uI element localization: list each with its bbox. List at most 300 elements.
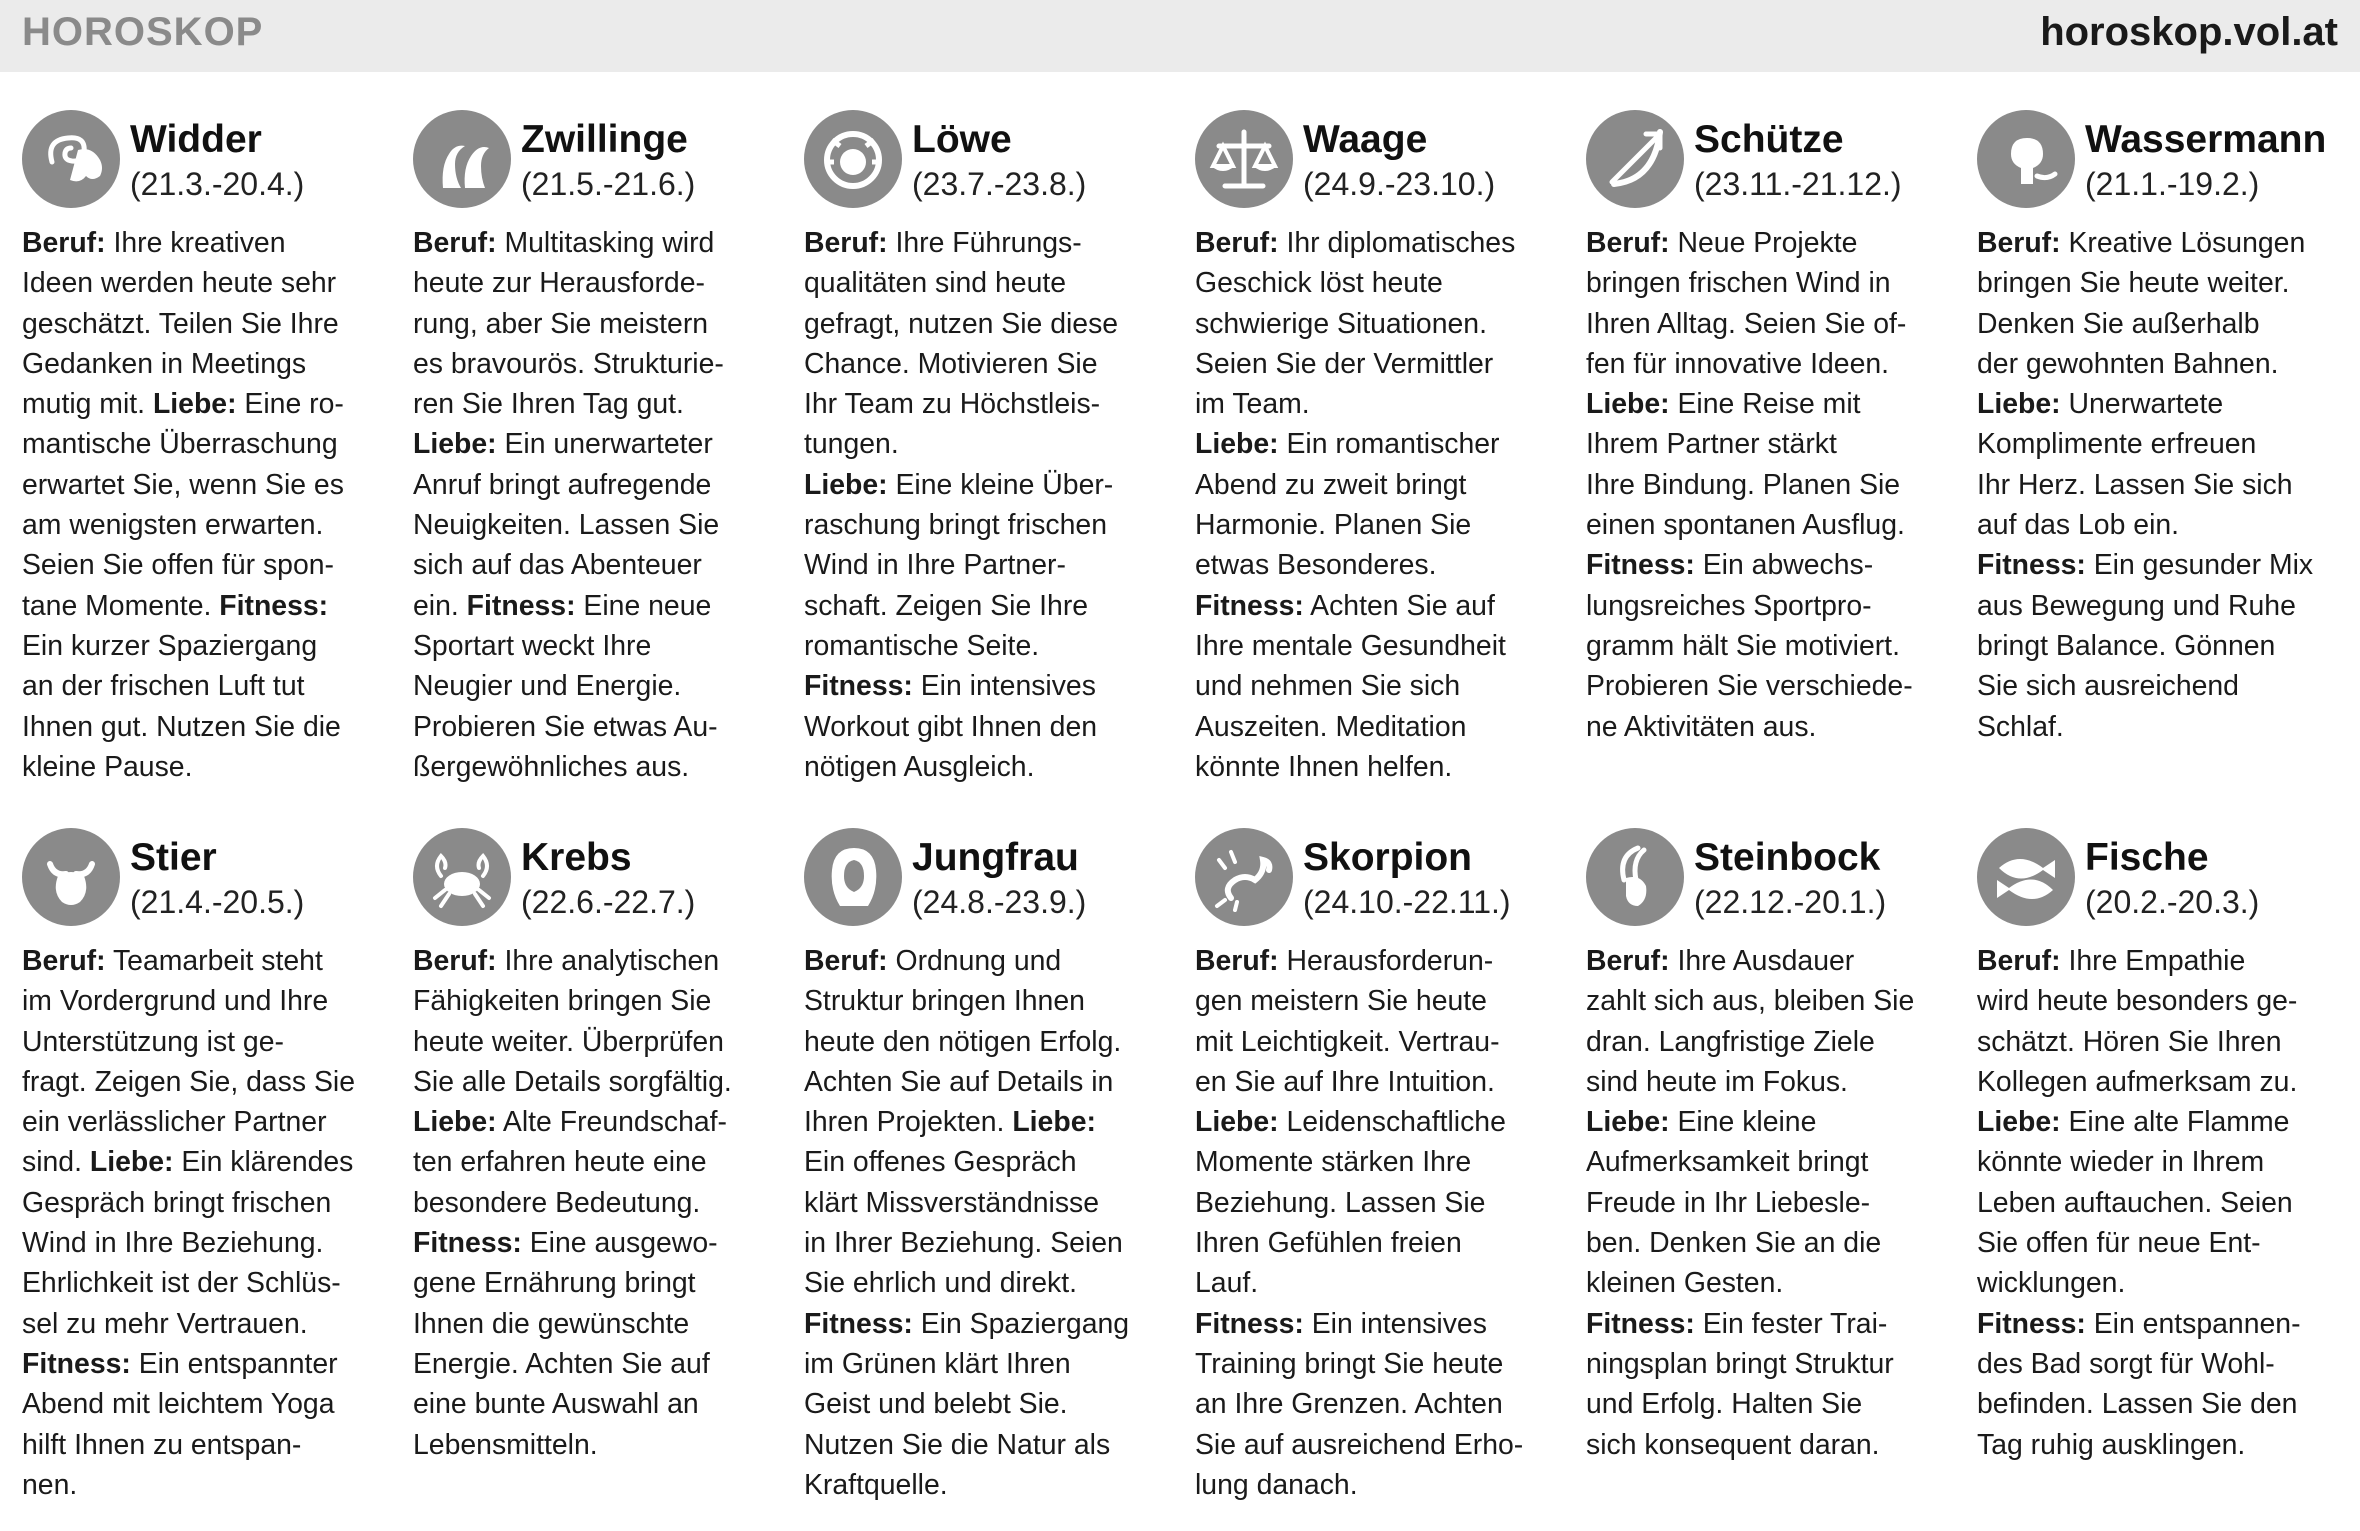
sign-dates: (24.10.-22.11.) xyxy=(1303,884,1511,920)
text-segment: Ihren Projekten. xyxy=(804,1106,1013,1139)
text-line xyxy=(1977,626,2337,666)
beruf-label: Beruf: xyxy=(1977,945,2061,977)
sign-name: Zwillinge xyxy=(521,118,688,161)
text-line xyxy=(1977,941,2337,981)
lion-icon xyxy=(804,110,902,208)
text-segment: bringen frischen Wind in xyxy=(1586,267,1891,300)
text-line xyxy=(22,747,382,787)
text-segment: erwartet Sie, wenn Sie es xyxy=(22,468,344,501)
sign-name: Widder xyxy=(130,118,262,161)
text-segment: Wind in Ihre Beziehung. xyxy=(22,1227,324,1260)
text-line xyxy=(1977,1425,2337,1465)
text-segment: Wind in Ihre Partner- xyxy=(804,549,1066,582)
text-line xyxy=(22,626,382,666)
text-segment: Struktur bringen Ihnen xyxy=(804,985,1085,1018)
fitness-label: Fitness: xyxy=(1586,1307,1695,1340)
text-line xyxy=(1586,545,1946,585)
text-line xyxy=(413,1263,773,1303)
beruf-label: Beruf: xyxy=(1195,227,1279,259)
text-line xyxy=(413,223,773,263)
beruf-label: Beruf: xyxy=(22,227,106,259)
text-segment: ben. Denken Sie an die xyxy=(1586,1227,1882,1260)
sign-text xyxy=(413,941,773,1465)
fish-icon xyxy=(1977,828,2075,926)
text-line xyxy=(1195,707,1555,747)
text-line xyxy=(804,666,1164,706)
text-segment: im Team. xyxy=(1195,388,1310,421)
text-line xyxy=(1977,263,2337,303)
text-line xyxy=(413,304,773,344)
text-segment: Eine kleine xyxy=(1669,1106,1817,1139)
sign-dates: (24.8.-23.9.) xyxy=(912,884,1087,920)
scorpion-icon xyxy=(1195,828,1293,926)
text-line xyxy=(1586,1384,1946,1424)
text-line xyxy=(413,384,773,424)
text-line xyxy=(22,465,382,505)
sign-text xyxy=(413,223,773,787)
text-line xyxy=(22,707,382,747)
text-line xyxy=(1977,465,2337,505)
text-segment: Ein klärendes xyxy=(173,1146,354,1179)
text-segment: Chance. Motivieren Sie xyxy=(804,347,1098,380)
text-segment: Kraftquelle. xyxy=(804,1468,948,1501)
text-line xyxy=(22,505,382,545)
text-line xyxy=(804,747,1164,787)
fitness-label: Fitness: xyxy=(804,670,913,703)
text-segment: dran. Langfristige Ziele xyxy=(1586,1025,1875,1058)
beruf-label: Beruf: xyxy=(804,945,888,977)
text-segment: kleinen Gesten. xyxy=(1586,1267,1784,1300)
text-segment: Eine alte Flamme xyxy=(2060,1106,2290,1139)
text-line xyxy=(1586,1062,1946,1102)
text-line xyxy=(1195,1344,1555,1384)
text-line xyxy=(804,707,1164,747)
text-segment: schwierige Situationen. xyxy=(1195,307,1487,340)
text-line xyxy=(1195,545,1555,585)
text-segment: Seien Sie offen für spon- xyxy=(22,549,334,582)
sign-text xyxy=(804,941,1164,1505)
text-line xyxy=(1586,586,1946,626)
text-line xyxy=(22,1022,382,1062)
text-line xyxy=(1586,304,1946,344)
beruf-label: Beruf: xyxy=(413,945,497,977)
text-line xyxy=(1195,223,1555,263)
text-segment: des Bad sorgt für Wohl- xyxy=(1977,1347,2275,1380)
text-segment: Ein entspannter xyxy=(130,1347,338,1380)
fitness-label: Fitness: xyxy=(1977,549,2086,582)
text-segment: Abend zu zweit bringt xyxy=(1195,468,1467,501)
text-line xyxy=(804,1263,1164,1303)
text-segment: es bravourös. Strukturie- xyxy=(413,347,724,380)
text-segment: tungen. xyxy=(804,428,899,461)
liebe-label: Liebe: xyxy=(1586,388,1670,421)
text-line xyxy=(22,223,382,263)
text-line xyxy=(413,1102,773,1142)
text-segment: Neue Projekte xyxy=(1669,227,1858,259)
text-line xyxy=(22,981,382,1021)
text-segment: Sportart weckt Ihre xyxy=(413,629,652,662)
text-segment: Fähigkeiten bringen Sie xyxy=(413,985,712,1018)
text-segment: Denken Sie außerhalb xyxy=(1977,307,2260,340)
text-line xyxy=(804,465,1164,505)
text-segment: gen meistern Sie heute xyxy=(1195,985,1487,1018)
text-line xyxy=(1195,981,1555,1021)
text-line xyxy=(804,626,1164,666)
text-line xyxy=(22,586,382,626)
text-segment: rung, aber Sie meistern xyxy=(413,307,709,340)
text-segment: heute zur Herausforde- xyxy=(413,267,705,300)
text-segment: Geschick löst heute xyxy=(1195,267,1443,300)
text-segment: besondere Bedeutung. xyxy=(413,1186,701,1219)
text-line xyxy=(1977,304,2337,344)
text-line xyxy=(1977,505,2337,545)
text-segment: Neuigkeiten. Lassen Sie xyxy=(413,509,720,542)
bull-icon xyxy=(22,828,120,926)
sign-dates: (20.2.-20.3.) xyxy=(2085,884,2260,920)
text-line xyxy=(1195,1142,1555,1182)
text-segment: heute den nötigen Erfolg. xyxy=(804,1025,1122,1058)
text-line xyxy=(413,981,773,1021)
text-segment: zahlt sich aus, bleiben Sie xyxy=(1586,985,1915,1018)
sign-dates: (24.9.-23.10.) xyxy=(1303,166,1496,202)
text-segment: könnte Ihnen helfen. xyxy=(1195,750,1453,783)
text-segment: Ein offenes Gespräch xyxy=(804,1146,1077,1179)
text-line xyxy=(22,545,382,585)
text-segment: Momente stärken Ihre xyxy=(1195,1146,1472,1179)
text-line xyxy=(804,1142,1164,1182)
text-segment: Multitasking wird xyxy=(496,227,715,259)
text-line xyxy=(804,223,1164,263)
text-segment: Kreative Lösungen xyxy=(2060,227,2306,259)
text-line xyxy=(804,981,1164,1021)
text-segment: Ideen werden heute sehr xyxy=(22,267,337,300)
text-segment: en Sie auf Ihre Intuition. xyxy=(1195,1065,1495,1098)
crab-icon xyxy=(413,828,511,926)
text-segment: Probieren Sie etwas Au- xyxy=(413,710,718,743)
beruf-label: Beruf: xyxy=(22,945,106,977)
text-line xyxy=(413,1425,773,1465)
beruf-label: Beruf: xyxy=(1586,227,1670,259)
text-segment: Komplimente erfreuen xyxy=(1977,428,2257,461)
text-line xyxy=(22,666,382,706)
text-line xyxy=(1586,1183,1946,1223)
sign-name: Waage xyxy=(1303,118,1428,161)
text-line xyxy=(22,304,382,344)
text-segment: lungsreiches Sportpro- xyxy=(1586,589,1872,622)
text-segment: Training bringt Sie heute xyxy=(1195,1347,1504,1380)
text-line xyxy=(1977,1384,2337,1424)
text-line xyxy=(413,263,773,303)
text-line xyxy=(1586,666,1946,706)
liebe-label: Liebe: xyxy=(89,1146,174,1179)
text-segment: einen spontanen Ausflug. xyxy=(1586,509,1905,542)
beruf-label: Beruf: xyxy=(1977,227,2061,259)
text-segment: Ihre Führungs- xyxy=(887,227,1082,259)
text-segment: Workout gibt Ihnen den xyxy=(804,710,1098,743)
text-line xyxy=(413,1062,773,1102)
text-line xyxy=(804,1223,1164,1263)
text-segment: ne Aktivitäten aus. xyxy=(1586,710,1817,743)
text-segment: sel zu mehr Vertrauen. xyxy=(22,1307,308,1340)
text-segment: gramm hält Sie motiviert. xyxy=(1586,629,1900,662)
text-line xyxy=(804,1183,1164,1223)
text-line xyxy=(1586,344,1946,384)
text-line xyxy=(22,1465,382,1505)
text-segment: Gespräch bringt frischen xyxy=(22,1186,332,1219)
text-line xyxy=(1586,1304,1946,1344)
text-segment: Ein Spaziergang xyxy=(912,1307,1130,1340)
text-line xyxy=(413,1304,773,1344)
text-line xyxy=(1195,1102,1555,1142)
text-line xyxy=(1195,1384,1555,1424)
text-segment: Sie sich ausreichend xyxy=(1977,670,2239,703)
text-segment: Probieren Sie verschiede- xyxy=(1586,670,1913,703)
text-segment: ßergewöhnliches aus. xyxy=(413,750,690,783)
text-line xyxy=(22,1223,382,1263)
liebe-label: Liebe: xyxy=(1977,388,2061,421)
text-line xyxy=(413,545,773,585)
text-segment: Teamarbeit steht xyxy=(105,945,323,977)
sign-text xyxy=(1977,941,2337,1465)
text-line xyxy=(22,1183,382,1223)
text-line xyxy=(1195,747,1555,787)
text-segment: an der frischen Luft tut xyxy=(22,670,305,703)
text-segment: heute weiter. Überprüfen xyxy=(413,1025,724,1058)
liebe-label: Liebe: xyxy=(1586,1106,1670,1139)
text-segment: und nehmen Sie sich xyxy=(1195,670,1461,703)
text-line xyxy=(1977,1183,2337,1223)
text-line xyxy=(1195,1183,1555,1223)
text-line xyxy=(413,707,773,747)
fitness-label: Fitness: xyxy=(1195,1307,1304,1340)
text-line xyxy=(413,1183,773,1223)
fitness-label: Fitness: xyxy=(1586,549,1695,582)
text-segment: Ein intensives xyxy=(912,670,1096,703)
text-line xyxy=(1586,424,1946,464)
text-segment: Ihr Team zu Höchstleis- xyxy=(804,388,1101,421)
text-segment: Ihre Empathie xyxy=(2060,945,2246,977)
text-line xyxy=(413,586,773,626)
ibex-icon xyxy=(1586,828,1684,926)
text-line xyxy=(1977,344,2337,384)
text-line xyxy=(1977,586,2337,626)
text-segment: fragt. Zeigen Sie, dass Sie xyxy=(22,1065,355,1098)
text-segment: Eine ausgewo- xyxy=(521,1227,718,1260)
text-line xyxy=(804,505,1164,545)
text-line xyxy=(804,586,1164,626)
fitness-label: Fitness: xyxy=(22,1347,131,1380)
text-segment: Ihre Bindung. Planen Sie xyxy=(1586,468,1901,501)
text-line xyxy=(22,1425,382,1465)
text-line xyxy=(22,1263,382,1303)
sign-text xyxy=(1977,223,2337,747)
text-segment: Schlaf. xyxy=(1977,710,2064,743)
text-segment: Ein entspannen- xyxy=(2085,1307,2301,1340)
text-line xyxy=(22,1304,382,1344)
text-segment: Achten Sie auf Details in xyxy=(804,1065,1114,1098)
text-segment: Energie. Achten Sie auf xyxy=(413,1347,710,1380)
text-line xyxy=(413,505,773,545)
text-line xyxy=(804,304,1164,344)
text-line xyxy=(804,1465,1164,1505)
text-segment: mantische Überraschung xyxy=(22,428,338,461)
liebe-label: Liebe: xyxy=(1195,428,1279,461)
text-segment: Herausforderun- xyxy=(1278,945,1494,977)
beruf-label: Beruf: xyxy=(804,227,888,259)
text-segment: Ein kurzer Spaziergang xyxy=(22,629,318,662)
text-segment: wird heute besonders ge- xyxy=(1977,985,2298,1018)
text-segment: bringt Balance. Gönnen xyxy=(1977,629,2276,662)
text-segment: Beziehung. Lassen Sie xyxy=(1195,1186,1486,1219)
text-line xyxy=(804,1062,1164,1102)
text-line xyxy=(1195,263,1555,303)
sign-name: Krebs xyxy=(521,836,632,879)
text-segment: Geist und belebt Sie. xyxy=(804,1388,1068,1421)
fitness-label: Fitness: xyxy=(1977,1307,2086,1340)
text-line xyxy=(1977,981,2337,1021)
text-segment: Ein gesunder Mix xyxy=(2085,549,2314,582)
text-segment: Eine neue xyxy=(575,589,712,622)
text-segment: Auszeiten. Meditation xyxy=(1195,710,1467,743)
liebe-label: Liebe: xyxy=(804,468,888,501)
text-segment: Ihr diplomatisches xyxy=(1278,227,1516,259)
text-segment: Ihren Gefühlen freien xyxy=(1195,1227,1462,1260)
text-line xyxy=(413,1022,773,1062)
text-line xyxy=(1195,465,1555,505)
text-segment: im Grünen klärt Ihren xyxy=(804,1347,1071,1380)
text-line xyxy=(1977,1022,2337,1062)
text-line xyxy=(413,1344,773,1384)
text-segment: Ihre analytischen xyxy=(496,945,720,977)
text-segment: der gewohnten Bahnen. xyxy=(1977,347,2279,380)
text-line xyxy=(22,941,382,981)
text-segment: ningsplan bringt Struktur xyxy=(1586,1347,1894,1380)
text-segment: und Erfolg. Halten Sie xyxy=(1586,1388,1863,1421)
text-line xyxy=(1195,424,1555,464)
text-line xyxy=(1195,1223,1555,1263)
text-line xyxy=(804,1304,1164,1344)
text-segment: Ihnen gut. Nutzen Sie die xyxy=(22,710,341,743)
text-segment: am wenigsten erwarten. xyxy=(22,509,324,542)
text-segment: Unerwartete xyxy=(2060,388,2224,421)
text-segment: Sie ehrlich und direkt. xyxy=(804,1267,1078,1300)
beruf-label: Beruf: xyxy=(413,227,497,259)
text-segment: Ihr Herz. Lassen Sie sich xyxy=(1977,468,2293,501)
text-segment: Aufmerksamkeit bringt xyxy=(1586,1146,1869,1179)
text-line xyxy=(1977,707,2337,747)
fitness-label: Fitness: xyxy=(804,1307,913,1340)
text-segment: Achten Sie auf xyxy=(1303,589,1495,622)
text-segment: an Ihre Grenzen. Achten xyxy=(1195,1388,1503,1421)
text-line xyxy=(1195,1465,1555,1505)
text-segment: fen für innovative Ideen. xyxy=(1586,347,1890,380)
text-line xyxy=(1977,545,2337,585)
text-segment: nötigen Ausgleich. xyxy=(804,750,1035,783)
sign-text xyxy=(1586,223,1946,747)
text-line xyxy=(1195,586,1555,626)
sign-name: Skorpion xyxy=(1303,836,1473,879)
text-segment: Ein unerwarteter xyxy=(496,428,713,461)
text-segment: Harmonie. Planen Sie xyxy=(1195,509,1472,542)
text-line xyxy=(1977,1223,2337,1263)
text-line xyxy=(22,1344,382,1384)
text-segment: Neugier und Energie. xyxy=(413,670,682,703)
text-segment: lung danach. xyxy=(1195,1468,1358,1501)
beruf-label: Beruf: xyxy=(1195,945,1279,977)
text-line xyxy=(1977,1062,2337,1102)
text-line xyxy=(804,1102,1164,1142)
liebe-label: Liebe: xyxy=(1977,1106,2061,1139)
sign-dates: (21.3.-20.4.) xyxy=(130,166,305,202)
text-segment: hilft Ihnen zu entspan- xyxy=(22,1428,302,1461)
text-segment: Lebensmitteln. xyxy=(413,1428,598,1461)
text-segment: mit Leichtigkeit. Vertrau- xyxy=(1195,1025,1500,1058)
source-url: horoskop.vol.at xyxy=(2040,10,2338,54)
sign-dates: (21.5.-21.6.) xyxy=(521,166,696,202)
liebe-label: Liebe: xyxy=(1012,1106,1096,1139)
text-line xyxy=(22,1142,382,1182)
text-line xyxy=(1195,666,1555,706)
text-line xyxy=(413,344,773,384)
text-segment: Nutzen Sie die Natur als xyxy=(804,1428,1111,1461)
liebe-label: Liebe: xyxy=(413,428,497,461)
text-line xyxy=(1586,465,1946,505)
text-line xyxy=(1586,1022,1946,1062)
text-line xyxy=(1586,1425,1946,1465)
text-line xyxy=(1977,1304,2337,1344)
sign-name: Löwe xyxy=(912,118,1012,161)
text-line xyxy=(413,465,773,505)
text-line xyxy=(1195,1304,1555,1344)
text-segment: kleine Pause. xyxy=(22,750,193,783)
sign-text xyxy=(1586,941,1946,1465)
fitness-label: Fitness: xyxy=(466,589,576,622)
text-line xyxy=(804,1384,1164,1424)
fitness-label: Fitness: xyxy=(1195,589,1304,622)
text-segment: tane Momente. xyxy=(22,589,220,622)
text-line xyxy=(1195,1022,1555,1062)
text-line xyxy=(1586,223,1946,263)
text-segment: Ein abwechs- xyxy=(1694,549,1874,582)
text-segment: Ihre Ausdauer xyxy=(1669,945,1855,977)
liebe-label: Liebe: xyxy=(152,388,237,421)
text-line xyxy=(1977,223,2337,263)
sign-text xyxy=(22,941,382,1505)
text-line xyxy=(413,626,773,666)
text-segment: Ihren Alltag. Seien Sie of- xyxy=(1586,307,1907,340)
text-segment: befinden. Lassen Sie den xyxy=(1977,1388,2298,1421)
text-segment: Sie offen für neue Ent- xyxy=(1977,1227,2261,1260)
text-line xyxy=(804,344,1164,384)
text-segment: könnte wieder in Ihrem xyxy=(1977,1146,2265,1179)
sign-name: Wassermann xyxy=(2085,118,2327,161)
text-segment: Gedanken in Meetings xyxy=(22,347,307,380)
sign-name: Stier xyxy=(130,836,217,879)
text-line xyxy=(22,1102,382,1142)
text-line xyxy=(1195,1062,1555,1102)
text-segment: Leben auftauchen. Seien xyxy=(1977,1186,2293,1219)
ram-icon xyxy=(22,110,120,208)
text-line xyxy=(413,1223,773,1263)
text-segment: nen. xyxy=(22,1468,78,1501)
text-segment: Unterstützung ist ge- xyxy=(22,1025,284,1058)
text-segment: Ihre mentale Gesundheit xyxy=(1195,629,1506,662)
sign-dates: (23.11.-21.12.) xyxy=(1694,166,1902,202)
text-segment: Ein romantischer xyxy=(1278,428,1500,461)
text-segment: gene Ernährung bringt xyxy=(413,1267,696,1300)
section-title: HOROSKOP xyxy=(22,10,264,54)
text-line xyxy=(1586,941,1946,981)
